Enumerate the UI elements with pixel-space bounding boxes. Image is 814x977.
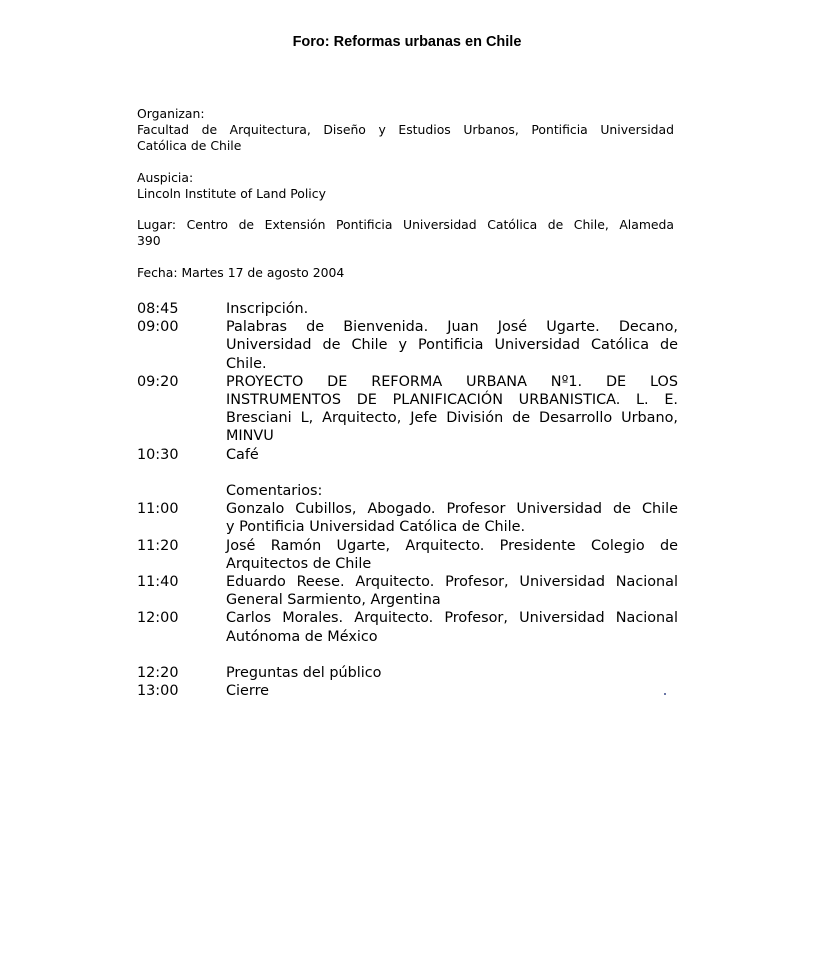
schedule-row xyxy=(137,682,682,700)
spacer xyxy=(137,464,682,482)
desc-line: y Pontificia Universidad Católica de Chile. xyxy=(226,519,526,536)
schedule-time: 10:30 xyxy=(137,446,179,463)
desc-line: Chile. xyxy=(226,355,267,372)
desc-line: MINVU xyxy=(226,428,274,445)
sponsor-name: Lincoln Institute of Land Policy xyxy=(137,186,326,201)
schedule-desc xyxy=(226,500,678,536)
schedule-row xyxy=(137,500,682,536)
desc-line: Café xyxy=(226,446,259,463)
schedule-time: 11:20 xyxy=(137,537,179,554)
schedule-desc xyxy=(226,664,678,682)
desc-line: General Sarmiento, Argentina xyxy=(226,592,441,609)
desc-line: Palabras de Bienvenida. Juan José Ugarte. Decano, xyxy=(226,319,678,336)
desc-line: Preguntas del público xyxy=(226,665,382,682)
organizers-label: Organizan: xyxy=(137,106,205,121)
organizers-line-1: Facultad de Arquitectura, Diseño y Estudios Urbanos, Pontificia Universidad xyxy=(137,122,674,137)
document-title: Foro: Reformas urbanas en Chile xyxy=(292,34,522,50)
schedule-desc xyxy=(226,300,678,318)
desc-line: Cierre xyxy=(226,683,270,700)
desc-line: José Ramón Ugarte, Arquitecto. Presidente Colegio de xyxy=(226,537,678,554)
schedule-time: 09:00 xyxy=(137,319,179,336)
schedule-row xyxy=(137,537,682,573)
desc-line: Bresciani L, Arquitecto, Jefe División de Desarrollo Urbano, xyxy=(226,410,678,427)
schedule-desc xyxy=(226,682,678,700)
spacer xyxy=(137,646,682,664)
comments-header-row xyxy=(137,482,682,500)
schedule-desc xyxy=(226,573,678,609)
organizers-line-2: Católica de Chile xyxy=(137,138,242,153)
venue-line-1: Lugar: Centro de Extensión Pontificia Universidad Católica de Chile, Alameda xyxy=(137,217,674,232)
desc-line: PROYECTO DE REFORMA URBANA Nº1. DE LOS xyxy=(226,373,678,390)
schedule-time: 09:20 xyxy=(137,373,179,390)
schedule-time: 13:00 xyxy=(137,683,179,700)
schedule-time: 12:00 xyxy=(137,610,179,627)
schedule-row xyxy=(137,318,682,373)
sponsor-label: Auspicia: xyxy=(137,170,194,185)
schedule-row xyxy=(137,664,682,682)
schedule-time: 12:20 xyxy=(137,665,179,682)
desc-line: Gonzalo Cubillos, Abogado. Profesor Universidad de Chile xyxy=(226,501,678,518)
comments-label: Comentarios: xyxy=(226,483,323,500)
sponsor-block xyxy=(137,170,674,202)
event-date: Fecha: Martes 17 de agosto 2004 xyxy=(137,265,345,280)
schedule-desc xyxy=(226,537,678,573)
schedule-row xyxy=(137,300,682,318)
schedule-desc xyxy=(226,446,678,464)
schedule-row xyxy=(137,446,682,464)
desc-line: Inscripción. xyxy=(226,301,309,317)
schedule-desc xyxy=(226,318,678,373)
desc-line: Arquitectos de Chile xyxy=(226,555,372,572)
date-block xyxy=(137,265,674,281)
schedule-row xyxy=(137,373,682,446)
desc-line: Autónoma de México xyxy=(226,628,378,645)
schedule-time: 08:45 xyxy=(137,301,179,317)
organizers-block xyxy=(137,106,674,154)
schedule-time-empty xyxy=(137,482,226,500)
schedule-time: 11:00 xyxy=(137,501,179,518)
venue-line-2: 390 xyxy=(137,233,161,248)
venue-block xyxy=(137,217,674,249)
desc-line: Carlos Morales. Arquitecto. Profesor, Universidad Nacional xyxy=(226,610,678,627)
schedule-row xyxy=(137,573,682,609)
scan-speck xyxy=(664,693,666,695)
schedule-desc xyxy=(226,373,678,446)
desc-line: Universidad de Chile y Pontificia Universidad Católica de xyxy=(226,337,678,354)
schedule-row xyxy=(137,609,682,645)
schedule-time: 11:40 xyxy=(137,574,179,591)
desc-line: INSTRUMENTOS DE PLANIFICACIÓN URBANISTICA. L. E. xyxy=(226,392,678,409)
desc-line: Eduardo Reese. Arquitecto. Profesor, Universidad Nacional xyxy=(226,574,678,591)
schedule xyxy=(137,300,682,700)
schedule-desc xyxy=(226,609,678,645)
